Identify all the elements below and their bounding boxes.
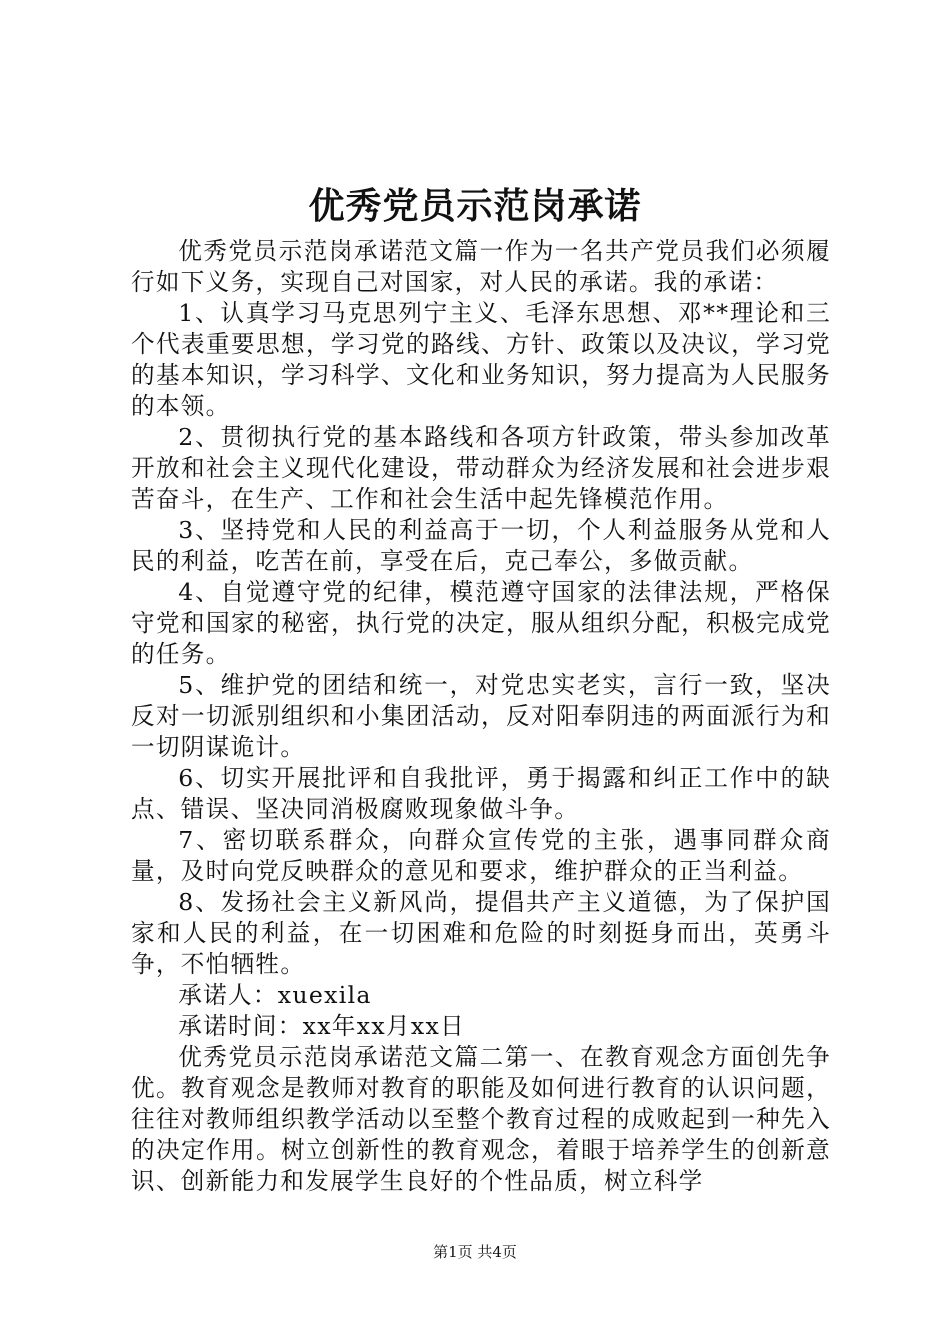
document-title: 优秀党员示范岗承诺: [308, 185, 642, 227]
promisor-line: 承诺人：xuexila: [178, 981, 372, 1009]
paragraph-item-3: 3、坚持党和人民的利益高于一切，个人利益服务从党和人民的利益，吃苦在前，享受在后，克己奉公，多做贡献。: [131, 516, 831, 575]
promise-date-line: 承诺时间：xx年xx月xx日: [178, 1012, 465, 1040]
paragraph-item-6: 6、切实开展批评和自我批评，勇于揭露和纠正工作中的缺点、错误、坚决同消极腐败现象做斗争。: [131, 764, 831, 823]
document-body: [131, 236, 831, 1197]
paragraph-item-2: 2、贯彻执行党的基本路线和各项方针政策，带头参加改革开放和社会主义现代化建设，带动群众为经济发展和社会进步艰苦奋斗，在生产、工作和社会生活中起先锋模范作用。: [131, 423, 831, 513]
paragraph-item-8: 8、发扬社会主义新风尚，提倡共产主义道德，为了保护国家和人民的利益，在一切困难和危险的时刻挺身而出，英勇斗争，不怕牺牲。: [131, 888, 831, 978]
paragraph-intro: 优秀党员示范岗承诺范文篇一作为一名共产党员我们必须履行如下义务，实现自己对国家，对人民的承诺。我的承诺：: [131, 237, 831, 296]
paragraph-sample-two: 优秀党员示范岗承诺范文篇二第一、在教育观念方面创先争优。教育观念是教师对教育的职能及如何进行教育的认识问题，往往对教师组织教学活动以至整个教育过程的成败起到一种先入的决定作用。树立创新性的教育观念，着眼于培养学生的创新意识、创新能力和发展学生良好的个性品质，树立科学: [131, 1043, 831, 1195]
paragraph-item-4: 4、自觉遵守党的纪律，模范遵守国家的法律法规，严格保守党和国家的秘密，执行党的决定，服从组织分配，积极完成党的任务。: [131, 578, 831, 668]
paragraph-item-1: 1、认真学习马克思列宁主义、毛泽东思想、邓**理论和三个代表重要思想，学习党的路线、方针、政策以及决议，学习党的基本知识，学习科学、文化和业务知识，努力提高为人民服务的本领。: [131, 299, 831, 420]
paragraph-item-7: 7、密切联系群众，向群众宣传党的主张，遇事同群众商量，及时向党反映群众的意见和要求，维护群众的正当利益。: [131, 826, 831, 885]
page-number-footer: 第1页 共4页: [433, 1243, 517, 1261]
paragraph-item-5: 5、维护党的团结和统一，对党忠实老实，言行一致，坚决反对一切派别组织和小集团活动，反对阳奉阴违的两面派行为和一切阴谋诡计。: [131, 671, 831, 761]
